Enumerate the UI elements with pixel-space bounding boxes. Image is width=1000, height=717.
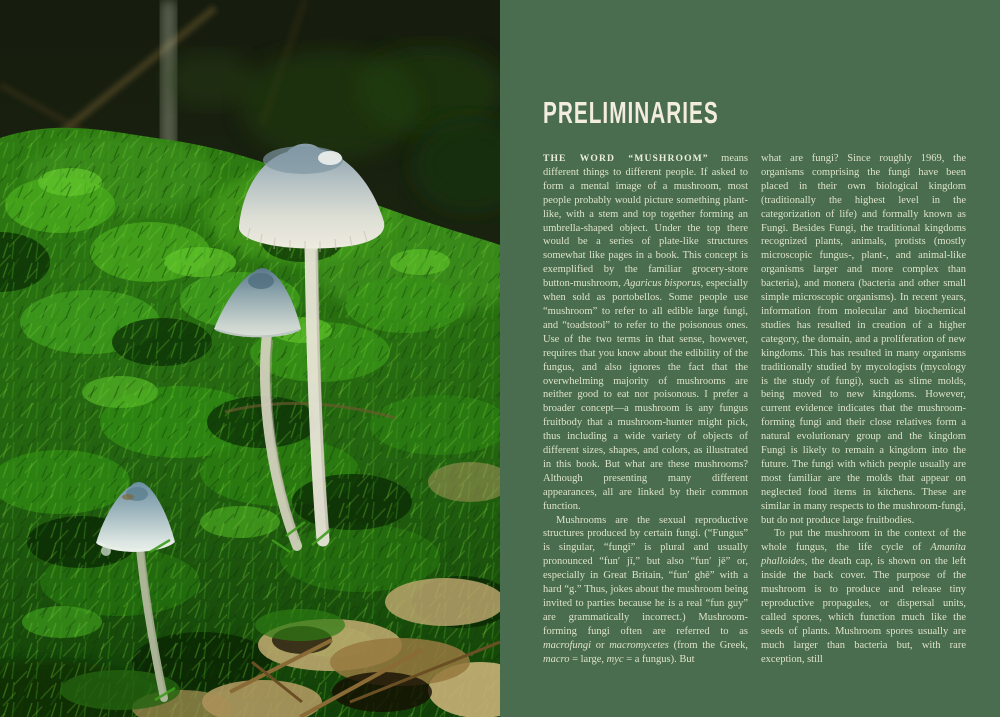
chapter-title: PRELIMINARIES xyxy=(543,95,719,130)
two-column-text xyxy=(543,152,967,667)
paragraph: To put the mushroom in the context of the whole fungus, the life cycle of Amanita phalloides, the death cap, is shown on the left inside the back cover. The purpose of the mushroom is to produce and release tiny reproductive propagules, or dispersal units, called spores, which function much like the seeds of plants. Mushroom spores usually are much larger than bacteria but, with rare exception, still xyxy=(761,528,966,665)
text-column-left xyxy=(543,152,748,667)
paragraph: THE WORD “MUSHROOM” means different things to different people. If asked to form a mental image of a mushroom, most people probably would picture something plant-like, with a stem and top together forming an umbrella-shaped object. Under the top there would be a series of plate-like structures somewhat like pages in a book. This concept is exemplified by the familiar grocery-store button-mushroom, Agaricus bisporus, especially when sold as portobellos. Some people use “mushroom” to refer to all edible large fungi, and “toadstool” to refer to the poisonous ones. Use of the two terms in that sense, however, requires that you know about the edibility of the fungus, and also ignores the fact that the overwhelming majority of mushrooms are neither good to eat nor poisonous. I prefer a broader concept—a mushroom is any fungus fruitbody that a mushroom-hunter might pick, thus including a wide variety of objects of different sizes, shapes, and colors, as illustrated in this book. But what are these mushrooms? Although presenting many different appearances, all are linked by their common function. xyxy=(543,153,749,512)
text-column-right xyxy=(761,152,966,667)
paragraph: what are fungi? Since roughly 1969, the organisms comprising the fungi have been placed in their own biological kingdom (traditionally the highest level in the categorization of life) and formally known as Fungi. Besides Fungi, the traditional kingdoms recognized plants, animals, protists (mostly microscopic fungus-, plant-, and animal-like organisms larger and more complex than bacteria), and monera (bacteria and other small simple microscopic organisms). In recent years, information from molecular and biochemical studies has resulted in creation of a higher category, the domain, and a proliferation of new kingdoms. This has resulted in many organisms traditionally studied by mycologists (mycology is the study of fungi), such as slime molds, being moved to new kingdoms. However, current evidence indicates that the mushroom-forming fungi and their close relatives form a natural evolutionary group and the kingdom Fungi is likely to remain a kingdom into the future. The fungi with which people usually are most familiar are the molds that appear on neglected food items in kitchens. These are similar in many respects to the mushroom-fungi, but do not produce large fruitbodies. xyxy=(761,153,966,526)
text-page xyxy=(500,0,1000,717)
paragraph: Mushrooms are the sexual reproductive structures produced by certain fungi. (“Fungus” is singular, “fungi” is plural and usually pronounced “fun′ jī,” but also “fun′ jē” or, especially in Great Britain, “fun′ ghē” with a hard “g.” Thus, jokes about the mushroom being invited to parties because he is a real “fun guy” are grammatically incorrect.) Mushroom-forming fungi often are referred to as macrofungi or macromycetes (from the Greek, macro = large, myc = a fungus). But xyxy=(543,514,749,665)
